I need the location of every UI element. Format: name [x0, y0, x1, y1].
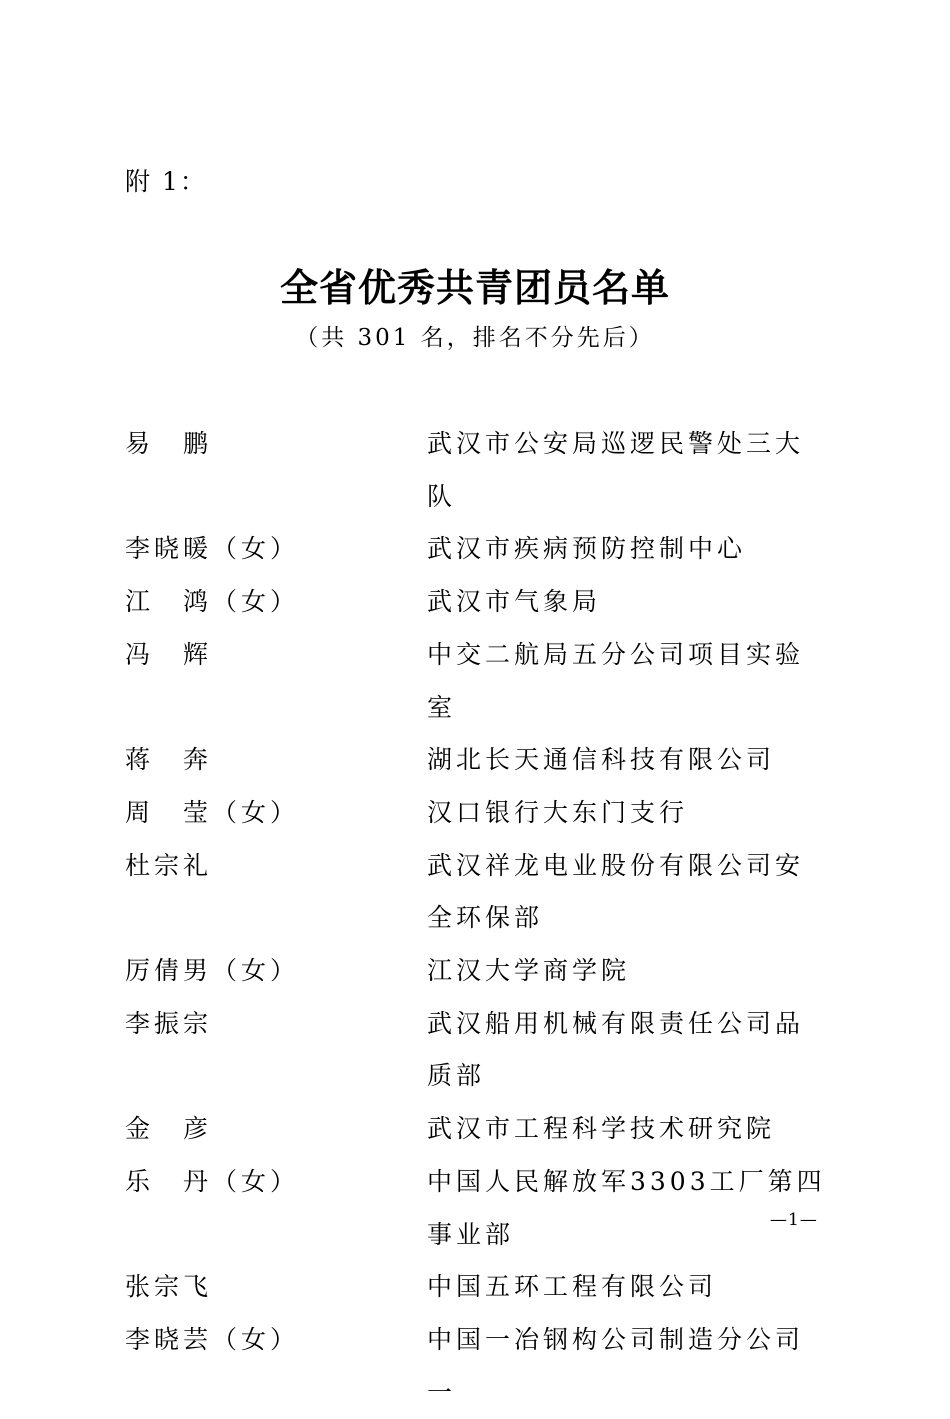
member-name: 李晓芸（女） [125, 1324, 300, 1354]
member-unit: 武汉市工程科学技术研究院 [427, 1114, 776, 1144]
member-name: 乐 丹（女） [125, 1166, 300, 1196]
document-title: 全省优秀共青团员名单 [279, 266, 670, 310]
list-item [125, 523, 845, 576]
member-unit: 武汉市公安局巡逻民警处三大队 [427, 429, 805, 511]
member-unit: 武汉市气象局 [427, 587, 602, 617]
member-unit: 武汉祥龙电业股份有限公司安全环保部 [427, 850, 805, 933]
member-name: 张宗飞 [125, 1272, 213, 1302]
member-name: 李振宗 [125, 1008, 213, 1038]
member-name: 蒋 奔 [125, 745, 213, 775]
annex-label: 附 1： [125, 167, 207, 196]
list-item [125, 629, 845, 734]
member-unit: 中交二航局五分公司项目实验室 [427, 639, 805, 722]
list-item [125, 787, 845, 840]
member-unit: 武汉船用机械有限责任公司品质部 [427, 1008, 805, 1091]
member-unit: 武汉市疾病预防控制中心 [427, 534, 747, 564]
document-subtitle: （共 301 名，排名不分先后） [295, 325, 655, 351]
member-unit: 湖北长天通信科技有限公司 [427, 745, 776, 775]
member-unit: 中国一冶钢构公司制造分公司一 [427, 1324, 805, 1407]
list-item [125, 418, 845, 523]
member-name: 金 彦 [125, 1114, 213, 1144]
list-item [125, 734, 845, 787]
member-name: 厉倩男（女） [125, 956, 300, 986]
page-number: —1— [770, 1210, 818, 1230]
list-item [125, 1314, 845, 1419]
member-unit: 中国五环工程有限公司 [427, 1272, 718, 1302]
list-item [125, 945, 845, 998]
member-name: 江 鸿（女） [125, 587, 300, 617]
member-unit: 汉口银行大东门支行 [427, 797, 689, 827]
member-list [125, 418, 845, 1419]
member-name: 冯 辉 [125, 639, 213, 669]
member-unit: 中国人民解放军3303工厂第四事业部 [427, 1166, 826, 1249]
member-name: 李晓暖（女） [125, 534, 300, 564]
member-name: 杜宗礼 [125, 850, 213, 880]
list-item [125, 840, 845, 945]
member-name: 周 莹（女） [125, 797, 300, 827]
list-item [125, 1261, 845, 1314]
list-item [125, 998, 845, 1103]
list-item [125, 1103, 845, 1156]
member-unit: 江汉大学商学院 [427, 956, 631, 986]
member-name: 易 鹏 [125, 429, 213, 458]
list-item [125, 576, 845, 629]
list-item [125, 1156, 845, 1261]
